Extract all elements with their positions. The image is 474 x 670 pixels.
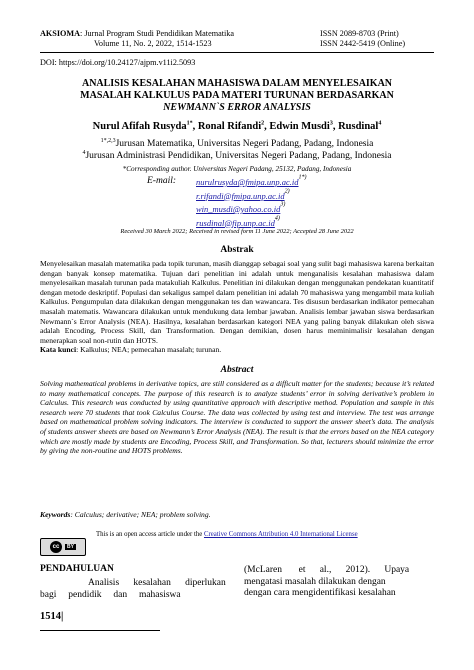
title-line-1: ANALISIS KESALAHAN MAHASISWA DALAM MENYELESAIKAN bbox=[81, 78, 393, 89]
keywords-text: : Calculus; derivative; NEA; problem solving. bbox=[70, 510, 211, 519]
abstrak-body: Menyelesaikan masalah matematika pada topik turunan, masih dianggap sebagai soal yang sulit bagi mahasiswa karena berkaitan dengan banyak konsep matematika. Tujuan dari penelitian ini adalah untuk menganalisis kesalahan mahasiswa dalam menyelesaikan masalah turunan pada matakuliah Kalkulus. Penelitian ini dilakukan dengan menggunakan pendekatan kuantitatif dengan metode deskriptif. Populasi dan sekaligus sampel dalam penelitian ini adalah 70 mahasiswa yang mengambil mata kuliah Kalkulus. Pengumpulan data dilakukan dengan menggunakan tes dan wawancara. Tes disusun berdasarkan indikator pemecahan masalah matematis. Wawancara dilakukan untuk mendukung data lembar jawaban. Analisis lembar jawaban siswa berdasarkan Newmann`s Error Analysis (NEA). Hasilnya, kesalahan berdasarkan kategori NEA yang paling banyak dilakukan oleh siswa adalah Encoding, Process Skill, dan Transformation. Dengan demikian, dosen harus meminimalisir kesalahan dengan menerapkan soal non-rutin dan HOTS. bbox=[40, 259, 434, 345]
email-item-2 bbox=[196, 189, 307, 203]
affiliation-2 bbox=[40, 151, 434, 163]
journal-subtitle: Jurnal Program Studi Pendidikan Matematika bbox=[84, 29, 234, 38]
author-4-sup: 4 bbox=[378, 120, 382, 127]
affiliation-1 bbox=[40, 139, 434, 151]
right-line-3: dengan cara mengidentifikasi kesalahan bbox=[244, 588, 396, 598]
header-rule bbox=[40, 52, 434, 53]
author-1: Nurul Afifah Rusyda bbox=[92, 121, 187, 132]
author-list: Nurul Afifah Rusyda$^{1*}$, Ronal Rifandi$^2$, Edwin Musdi$^3$, Rusdinal$^4$ bbox=[92, 120, 382, 132]
abstrak-keywords bbox=[40, 345, 434, 354]
abstract-keywords bbox=[40, 510, 434, 519]
title-line-2: MASALAH KALKULUS PADA MATERI TURUNAN BERDASARKAN bbox=[80, 90, 394, 101]
right-line-2: mengatasi masalah dilakukan dengan bbox=[244, 576, 386, 587]
email-list bbox=[196, 175, 307, 229]
corresponding-author: *Corresponding author. Universitas Negeri Padang, 25132, Padang, Indonesia bbox=[122, 165, 352, 173]
license-link[interactable]: Creative Commons Attribution 4.0 International License bbox=[203, 531, 358, 538]
affiliation-1-sup: 1*,2,3 bbox=[100, 137, 116, 144]
page-number: 1514| bbox=[40, 611, 64, 622]
email-link-4[interactable]: rusdinal@fip.unp.ac.id bbox=[196, 217, 275, 228]
author-3: Edwin Musdi bbox=[269, 121, 330, 132]
email-item-3 bbox=[196, 202, 307, 216]
author-4: Rusdinal bbox=[338, 121, 379, 132]
email-sup-4: 4) bbox=[274, 215, 280, 222]
email-sup-3: 3) bbox=[280, 201, 286, 208]
author-2: Ronal Rifandi bbox=[197, 121, 262, 132]
email-item-1 bbox=[196, 175, 307, 189]
license-text: This is an open access article under the bbox=[96, 531, 204, 538]
journal-volume: Volume 11, No. 2, 2022, 1514-1523 bbox=[94, 39, 212, 48]
email-item-4 bbox=[196, 216, 307, 230]
journal-name: AKSIOMA bbox=[40, 29, 81, 38]
abstrak-heading: Abstrak bbox=[220, 245, 254, 255]
keywords-label: Keywords bbox=[40, 510, 71, 519]
author-3-sup: 3 bbox=[329, 120, 333, 127]
kata-kunci-label: Kata kunci bbox=[40, 345, 77, 354]
abstract-body: Solving mathematical problems in derivative topics, are still considered as a difficult matter for the students; because it’s related to many mathematical concepts. The purpose of this research is to analyze students’ error in solving derivative’s problem in Calculus. This research was conducted by using quantitative approach with descriptive method. Population and sample in this research were 70 students that took Calculus Course. The data was collected by using test and interview. The test was arrange based on mathematical problem solving indicators. The interview is conducted to support the answer sheet’s data. The analysis of students answer sheets are based on Newmann’s Error Analysis (NEA). The result is that the errors based on the NEA category which are mostly made by students are Encoding, Process Skill, and Transformation. So that, lecturers should minimize the error by giving the non-routine and HOTS problems. bbox=[40, 379, 434, 456]
article-title bbox=[40, 78, 434, 114]
author-2-sup: 2 bbox=[261, 120, 265, 127]
license-statement bbox=[96, 531, 358, 538]
affiliation-2-sup: 4 bbox=[82, 149, 86, 156]
footer-rule bbox=[40, 630, 160, 631]
email-link-2[interactable]: r.rifandi@fmipa.unp.ac.id bbox=[196, 190, 285, 201]
email-link-1[interactable]: nurulrusyda@fmipa.unp.ac.id bbox=[196, 177, 299, 187]
left-line-1: Analisis kesalahan diperlukan bbox=[88, 578, 226, 588]
email-sup-1: 1*) bbox=[298, 174, 307, 181]
submission-dates: Received 30 March 2022; Received in revised form 11 June 2022; Accepted 28 June 2022 bbox=[120, 228, 354, 235]
section-heading: PENDAHULUAN bbox=[40, 564, 114, 574]
kata-kunci-text: : Kalkulus; NEA; pemecahan masalah; turunan. bbox=[76, 345, 222, 354]
doi-link[interactable]: DOI: https://doi.org/10.24127/ajpm.v11i2.5093 bbox=[40, 58, 196, 67]
issn-online: ISSN 2442-5419 (Online) bbox=[320, 39, 406, 48]
title-line-3: NEWMANN`S ERROR ANALYSIS bbox=[163, 102, 311, 113]
issn-print: ISSN 2089-8703 (Print) bbox=[320, 29, 399, 38]
affiliation-2-text: Jurusan Administrasi Pendidikan, Universitas Negeri Padang, Padang, Indonesia bbox=[85, 150, 392, 161]
abstract-heading: Abstract bbox=[220, 365, 254, 375]
email-sup-2: 2) bbox=[284, 188, 290, 195]
affiliation-1-text: Jurusan Matematika, Universitas Negeri Padang, Padang, Indonesia bbox=[115, 139, 374, 149]
email-link-3[interactable]: win_musdi@yahoo.co.id bbox=[196, 204, 281, 214]
affiliations bbox=[40, 139, 434, 162]
email-label: E-mail: bbox=[147, 176, 177, 186]
by-icon: BY bbox=[67, 544, 74, 550]
right-line-1: (McLaren et al., 2012). Upaya bbox=[244, 565, 410, 575]
cc-icon: cc bbox=[50, 541, 62, 553]
left-column bbox=[40, 578, 226, 601]
journal-header-left: AKSIOMA: Jurnal Program Studi Pendidikan Matematika bbox=[40, 29, 234, 38]
author-1-sup: 1* bbox=[186, 120, 193, 127]
right-column bbox=[244, 565, 434, 600]
cc-by-badge[interactable] bbox=[40, 538, 86, 556]
left-line-2: bagi pendidik dan mahasiswa bbox=[40, 589, 181, 600]
